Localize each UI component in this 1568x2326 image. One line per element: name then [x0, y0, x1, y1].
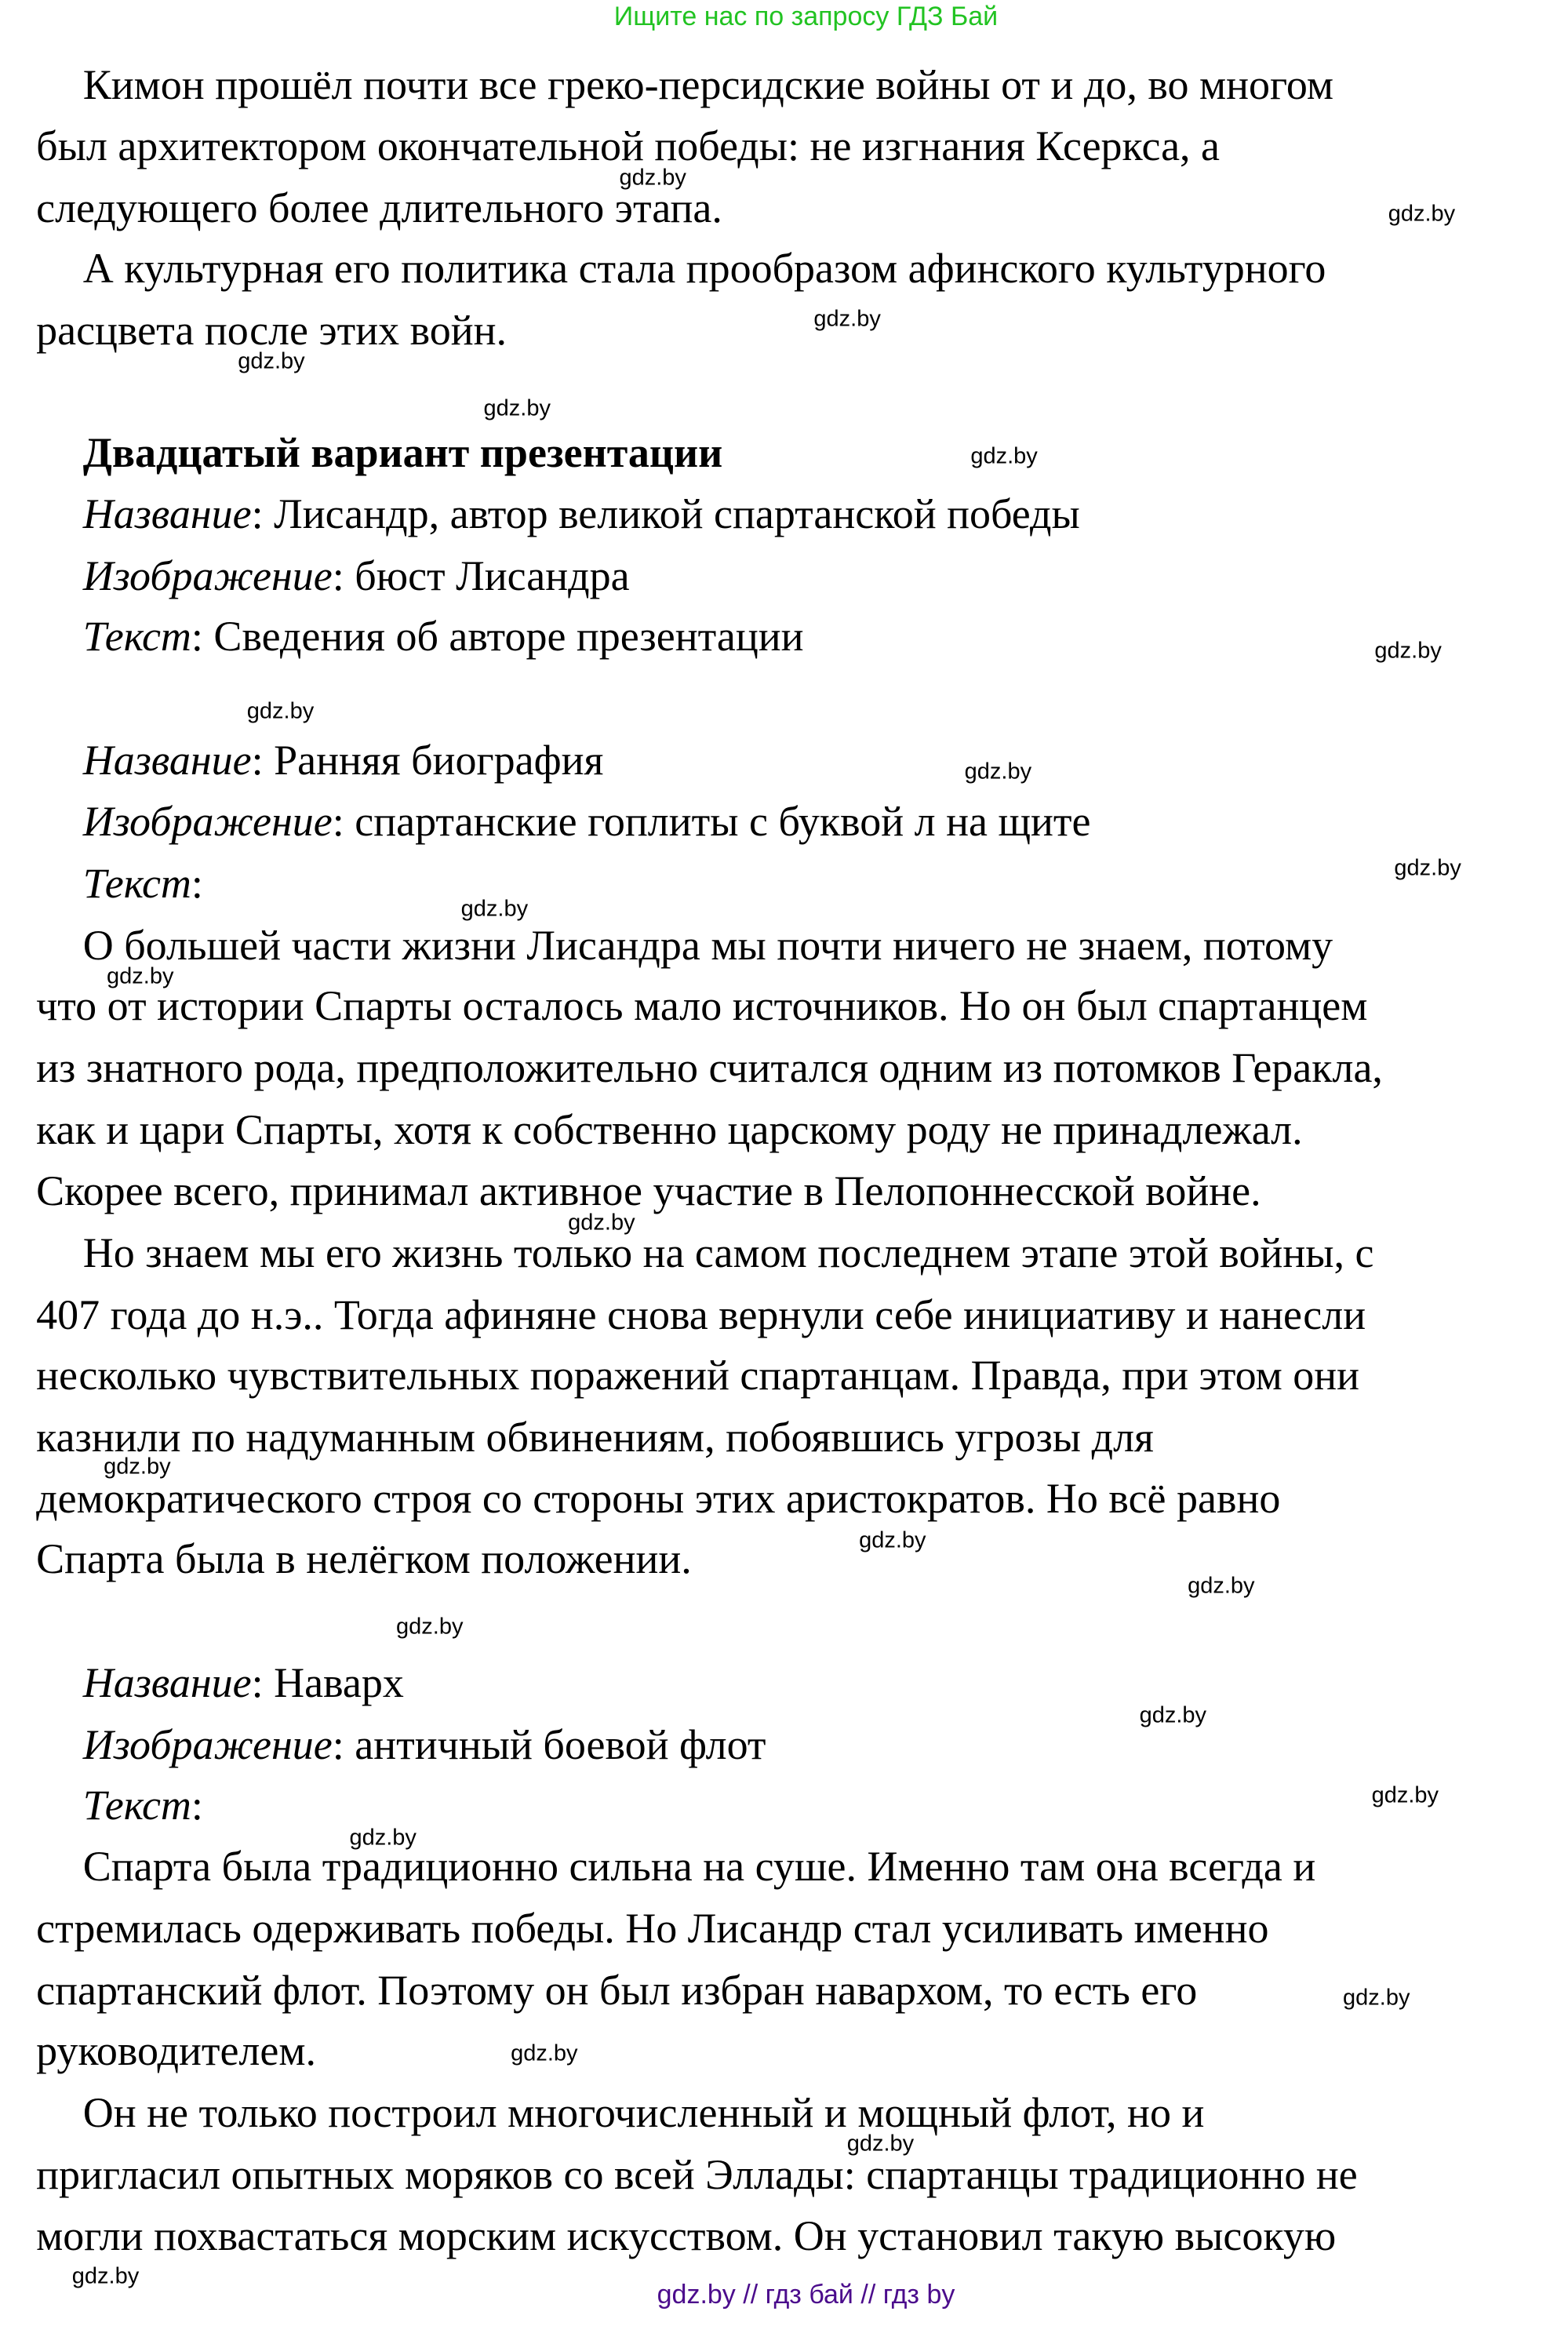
- watermark: gdz.by: [483, 395, 551, 421]
- text-line: [36, 1905, 1268, 1952]
- watermark: gdz.by: [1371, 1782, 1439, 1808]
- field-label: Текст: [82, 613, 191, 661]
- watermark: gdz.by: [568, 1210, 635, 1236]
- watermark: gdz.by: [71, 2263, 140, 2289]
- line-text: А культурная его политика стала прообразом афинского культурного: [82, 245, 1326, 293]
- line-text: могли похвастаться морским искусством. Он установил такую высокую: [36, 2212, 1337, 2260]
- field-label: Название: [82, 1658, 252, 1706]
- text-line: [83, 922, 1333, 969]
- field-line: [83, 860, 203, 907]
- watermark: gdz.by: [813, 306, 881, 332]
- text-line: [36, 1167, 1261, 1214]
- watermark: gdz.by: [511, 2040, 578, 2066]
- line-text: : Лисандр, автор великой спартанской победы: [251, 490, 1080, 538]
- field-line: [83, 552, 630, 599]
- watermark: gdz.by: [1394, 855, 1461, 881]
- text-line: [83, 2089, 1205, 2136]
- line-text: 407 года до н.э.. Тогда афиняне снова вернули себе инициативу и нанесли: [36, 1290, 1366, 1338]
- line-text: казнили по надуманным обвинениям, побоявшись угрозы для: [36, 1413, 1154, 1461]
- line-text: следующего более длительного этапа.: [36, 184, 722, 232]
- line-text: руководителем.: [36, 2026, 317, 2074]
- footer-banner: gdz.by // гдз бай // гдз by: [657, 2280, 955, 2310]
- line-text: спартанский флот. Поэтому он был избран навархом, то есть его: [36, 1967, 1198, 2015]
- watermark: gdz.by: [1188, 1573, 1255, 1599]
- watermark: gdz.by: [104, 1454, 171, 1480]
- watermark: gdz.by: [396, 1614, 464, 1640]
- field-line: [83, 798, 1091, 845]
- line-text: стремилась одерживать победы. Но Лисандр стал усиливать именно: [36, 1905, 1269, 1953]
- watermark: gdz.by: [964, 759, 1032, 784]
- line-text: Спарта была в нелёгком положении.: [36, 1535, 692, 1583]
- field-line: [83, 737, 604, 784]
- field-line: [83, 1782, 203, 1829]
- line-text: что от истории Спарты осталось мало источников. Но он был спартанцем: [36, 981, 1368, 1029]
- text-line: [36, 1106, 1303, 1153]
- watermark: gdz.by: [846, 2131, 915, 2157]
- field-label: Изображение: [82, 798, 333, 846]
- field-label: Текст: [82, 1781, 191, 1829]
- line-text: пригласил опытных моряков со всей Эллады: спартанцы традиционно не: [36, 2150, 1358, 2198]
- line-text: О большей части жизни Лисандра мы почти ничего не знаем, потому: [82, 922, 1333, 970]
- watermark: gdz.by: [1343, 1985, 1410, 2011]
- field-label: Текст: [82, 860, 191, 908]
- line-text: расцвета после этих войн.: [36, 306, 508, 354]
- text-line: [83, 245, 1326, 292]
- text-line: [36, 982, 1367, 1029]
- watermark: gdz.by: [1139, 1702, 1207, 1728]
- line-text: Но знаем мы его жизнь только на самом последнем этапе этой войны, с: [82, 1229, 1374, 1277]
- watermark: gdz.by: [107, 963, 174, 989]
- text-line: [36, 307, 507, 354]
- watermark: gdz.by: [619, 165, 686, 191]
- text-line: [36, 2151, 1358, 2198]
- line-text: Двадцатый вариант презентации: [82, 428, 723, 476]
- watermark: gdz.by: [859, 1527, 926, 1553]
- text-line: [36, 1044, 1383, 1091]
- text-line: [36, 122, 1220, 169]
- text-line: [36, 2212, 1336, 2259]
- watermark: gdz.by: [460, 896, 529, 922]
- line-text: :: [191, 860, 203, 908]
- line-text: : Ранняя биография: [251, 736, 604, 784]
- text-line: [36, 1352, 1359, 1399]
- watermark: gdz.by: [246, 698, 315, 724]
- header-banner: Ищите нас по запросу ГДЗ Бай: [613, 2, 999, 31]
- text-line: [36, 1414, 1154, 1461]
- field-label: Изображение: [82, 1720, 333, 1768]
- line-text: Скорее всего, принимал активное участие в Пелопоннесской войне.: [36, 1167, 1261, 1215]
- line-text: из знатного рода, предположительно считался одним из потомков Геракла,: [36, 1043, 1383, 1091]
- line-text: Он не только построил многочисленный и мощный флот, но и: [82, 2088, 1205, 2136]
- field-label: Название: [82, 490, 252, 538]
- watermark: gdz.by: [1388, 201, 1456, 227]
- watermark: gdz.by: [238, 348, 305, 374]
- line-text: : Наварх: [251, 1658, 404, 1706]
- text-line: [83, 61, 1333, 108]
- text-line: [36, 1475, 1280, 1522]
- field-line: [83, 1721, 766, 1768]
- line-text: :: [191, 1781, 203, 1829]
- text-line: [36, 2027, 316, 2074]
- field-line: [83, 490, 1080, 537]
- watermark: gdz.by: [970, 443, 1038, 469]
- line-text: демократического строя со стороны этих аристократов. Но всё равно: [36, 1475, 1281, 1523]
- text-line: [36, 184, 722, 231]
- section-heading: [83, 429, 723, 476]
- line-text: Кимон прошёл почти все греко-персидские войны от и до, во многом: [82, 60, 1333, 108]
- field-line: [83, 613, 804, 660]
- line-text: Спарта была традиционно сильна на суше. Именно там она всегда и: [82, 1843, 1316, 1891]
- field-line: [83, 1659, 404, 1706]
- line-text: как и цари Спарты, хотя к собственно царскому роду не принадлежал.: [36, 1105, 1303, 1153]
- field-label: Название: [82, 736, 252, 784]
- line-text: : Сведения об авторе презентации: [191, 613, 804, 661]
- line-text: был архитектором окончательной победы: не изгнания Ксеркса, а: [36, 122, 1221, 170]
- line-text: : спартанские гоплиты с буквой л на щите: [332, 798, 1091, 846]
- text-line: [83, 1843, 1316, 1890]
- line-text: несколько чувствительных поражений спартанцам. Правда, при этом они: [36, 1351, 1360, 1399]
- text-line: [36, 1967, 1197, 2014]
- field-label: Изображение: [82, 552, 333, 600]
- text-line: [36, 1535, 692, 1582]
- line-text: : античный боевой флот: [332, 1720, 766, 1768]
- line-text: : бюст Лисандра: [332, 552, 630, 600]
- watermark: gdz.by: [1374, 638, 1442, 664]
- text-line: [36, 1291, 1366, 1338]
- text-line: [83, 1229, 1374, 1276]
- watermark: gdz.by: [349, 1825, 417, 1851]
